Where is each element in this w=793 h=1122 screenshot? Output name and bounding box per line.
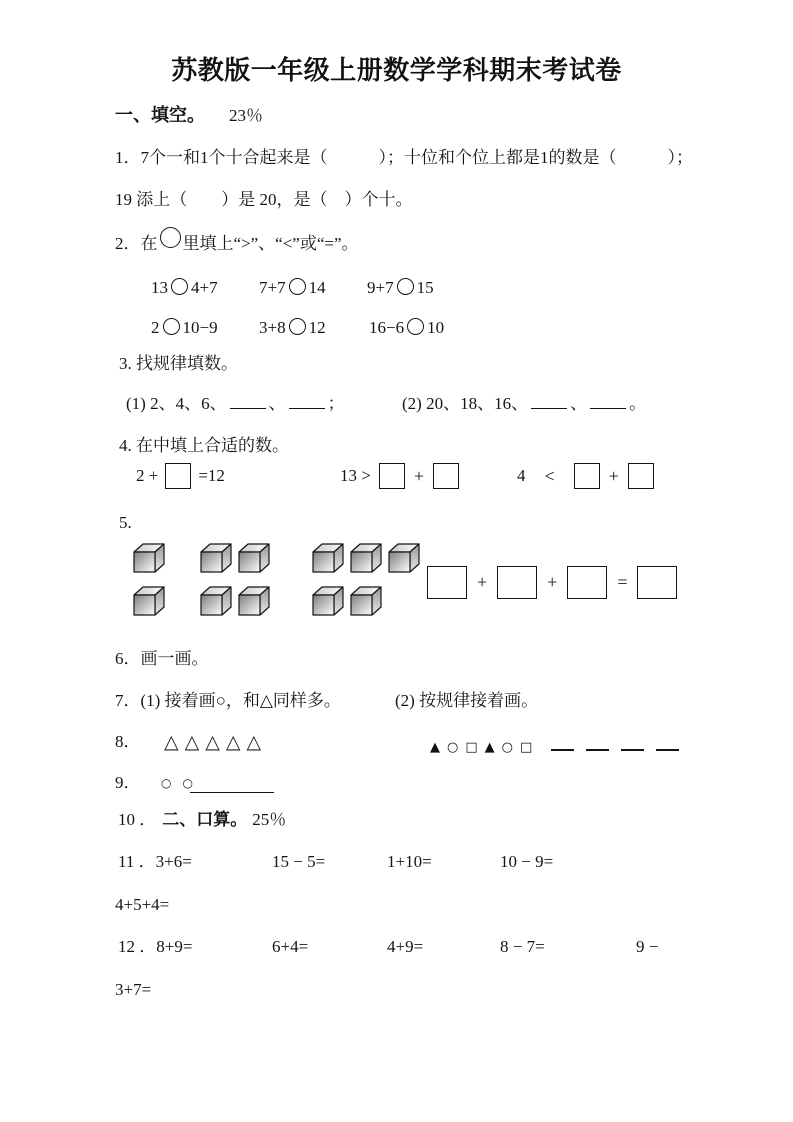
compare-left: 9+7 (367, 278, 394, 297)
comparison-item (259, 277, 326, 298)
q7-part2: (2) 按规律接着画。 (395, 691, 539, 710)
compare-right: 14 (308, 278, 326, 297)
compare-right: 15 (416, 278, 434, 297)
q4-eq3-compare: < (544, 465, 555, 486)
q3-item-sep: 、 (268, 394, 286, 413)
comparison-item (259, 317, 326, 338)
cube-icon (312, 586, 344, 616)
section-1-title: 一、填空。 (115, 105, 205, 125)
q4-eq1-post: =12 (198, 466, 225, 485)
q6-text: 6．画一画。 (115, 649, 209, 668)
cube-icon (238, 543, 270, 573)
compare-circle-icon (289, 278, 306, 295)
section-2-heading (118, 809, 286, 830)
q4-eq2-op: + (413, 465, 424, 486)
answer-box (637, 566, 677, 599)
q11-item: 1+10= (387, 852, 432, 871)
cube-group-3-bottom (312, 586, 382, 616)
cube-icon (350, 586, 382, 616)
q1-line2: 19 添上（ ）是 20，是（ ）个十。 (115, 190, 413, 209)
blank-line (590, 403, 626, 409)
q2-heading-post: 里填上“>”、“<”或“=”。 (182, 234, 359, 253)
compare-left: 2 (151, 318, 160, 337)
compare-right: 10−9 (182, 318, 218, 337)
answer-box (574, 463, 600, 489)
q12-item: 9 − (636, 937, 659, 956)
cube-icon (200, 543, 232, 573)
answer-box (433, 463, 459, 489)
section-2-score: 25％ (252, 810, 287, 829)
cube-icon (388, 543, 420, 573)
q12-item: 8 − 7= (500, 937, 545, 956)
cube-group-3-top (312, 543, 420, 573)
q4-equation-1 (136, 463, 225, 489)
q12-item: 4+9= (387, 937, 424, 956)
compare-circle-icon (397, 278, 414, 295)
q4-eq2-pre: 13 > (340, 466, 371, 485)
cube-group-1-top (133, 543, 165, 573)
q3-item-text: (2) 20、18、16、 (402, 394, 529, 413)
cube-icon (200, 586, 232, 616)
q11-first: 11 ．3+6= (118, 852, 192, 871)
page-title: 苏教版一年级上册数学学科期末考试卷 (171, 55, 622, 85)
compare-left: 7+7 (259, 278, 286, 297)
q12-item: 6+4= (272, 937, 309, 956)
comparison-item (151, 277, 218, 298)
answer-box (497, 566, 537, 599)
q5-label: 5. (119, 513, 132, 532)
q3-item-end: ； (327, 394, 345, 413)
q4-equation-2 (340, 463, 459, 489)
compare-left: 13 (151, 278, 168, 297)
equals-sign: = (617, 572, 628, 592)
q11-item: 15 − 5= (272, 852, 326, 871)
plus-sign: + (477, 572, 488, 592)
compare-circle-icon (289, 318, 306, 335)
compare-left: 16−6 (369, 318, 405, 337)
compare-circle-icon (407, 318, 424, 335)
blank-line (190, 792, 274, 793)
answer-box (427, 566, 467, 599)
cube-group-1-bottom (133, 586, 165, 616)
cube-icon (133, 543, 165, 573)
q4-eq3-num: 4 (517, 466, 526, 485)
q4-eq1-pre: 2 + (136, 466, 159, 485)
blank-line (656, 736, 679, 751)
q10-number: 10 ． (118, 810, 157, 829)
q7-part1: 7．(1) 接着画○，和△同样多。 (115, 691, 341, 710)
q4-eq3-op: + (608, 465, 619, 486)
compare-left: 3+8 (259, 318, 286, 337)
cube-group-2-top (200, 543, 270, 573)
q4-equation-3 (517, 463, 654, 489)
q12-wrap: 3+7= (115, 980, 152, 999)
comparison-item (369, 317, 444, 338)
section-1-heading (115, 104, 263, 127)
q9-number: 9． (115, 773, 141, 792)
cube-icon (133, 586, 165, 616)
comparison-item (151, 317, 218, 338)
blank-line (230, 403, 266, 409)
plus-sign: + (547, 572, 558, 592)
triangle-outline-row: △△△△△ (164, 731, 268, 753)
fill-circle-icon (160, 227, 181, 248)
cube-icon (238, 586, 270, 616)
answer-box (165, 463, 191, 489)
q1-line1: 1．7个一和1个十合起来是（ ）；十位和个位上都是1的数是（ ）； (115, 148, 693, 167)
circle-row: ○○ (161, 776, 204, 790)
answer-box (567, 566, 607, 599)
compare-right: 10 (427, 318, 445, 337)
pattern-shapes: ▲○□▲○□ (430, 740, 540, 755)
q3-heading: 3. 找规律填数。 (119, 354, 238, 373)
answer-box (628, 463, 654, 489)
q3-item-text: (1) 2、4、6、 (126, 394, 227, 413)
compare-right: 4+7 (191, 278, 218, 297)
compare-circle-icon (171, 278, 188, 295)
blank-line (621, 736, 644, 751)
comparison-item (367, 277, 434, 298)
blank-line (551, 736, 574, 751)
blank-line (531, 403, 567, 409)
blank-line (586, 736, 609, 751)
q3-item-2 (402, 393, 646, 414)
q11-wrap: 4+5+4= (115, 895, 170, 914)
blank-line (289, 403, 325, 409)
section-1-score: 23％ (229, 106, 263, 125)
cube-icon (312, 543, 344, 573)
section-2-title: 二、口算。 (162, 810, 248, 829)
q4-heading: 4. 在中填上合适的数。 (119, 436, 289, 455)
cube-icon (350, 543, 382, 573)
q11-item: 10 − 9= (500, 852, 554, 871)
q3-item-sep: 、 (570, 394, 588, 413)
q12-first: 12 ．8+9= (118, 937, 193, 956)
compare-right: 12 (308, 318, 326, 337)
cube-group-2-bottom (200, 586, 270, 616)
q2-heading (115, 227, 359, 254)
compare-circle-icon (163, 318, 180, 335)
answer-box (379, 463, 405, 489)
q8-pattern (430, 735, 679, 756)
q3-item-1 (126, 393, 345, 414)
q5-equation (427, 566, 677, 599)
q3-item-end: 。 (629, 394, 647, 413)
q2-heading-pre: 2．在 (115, 234, 158, 253)
q8-number: 8． (115, 732, 141, 751)
